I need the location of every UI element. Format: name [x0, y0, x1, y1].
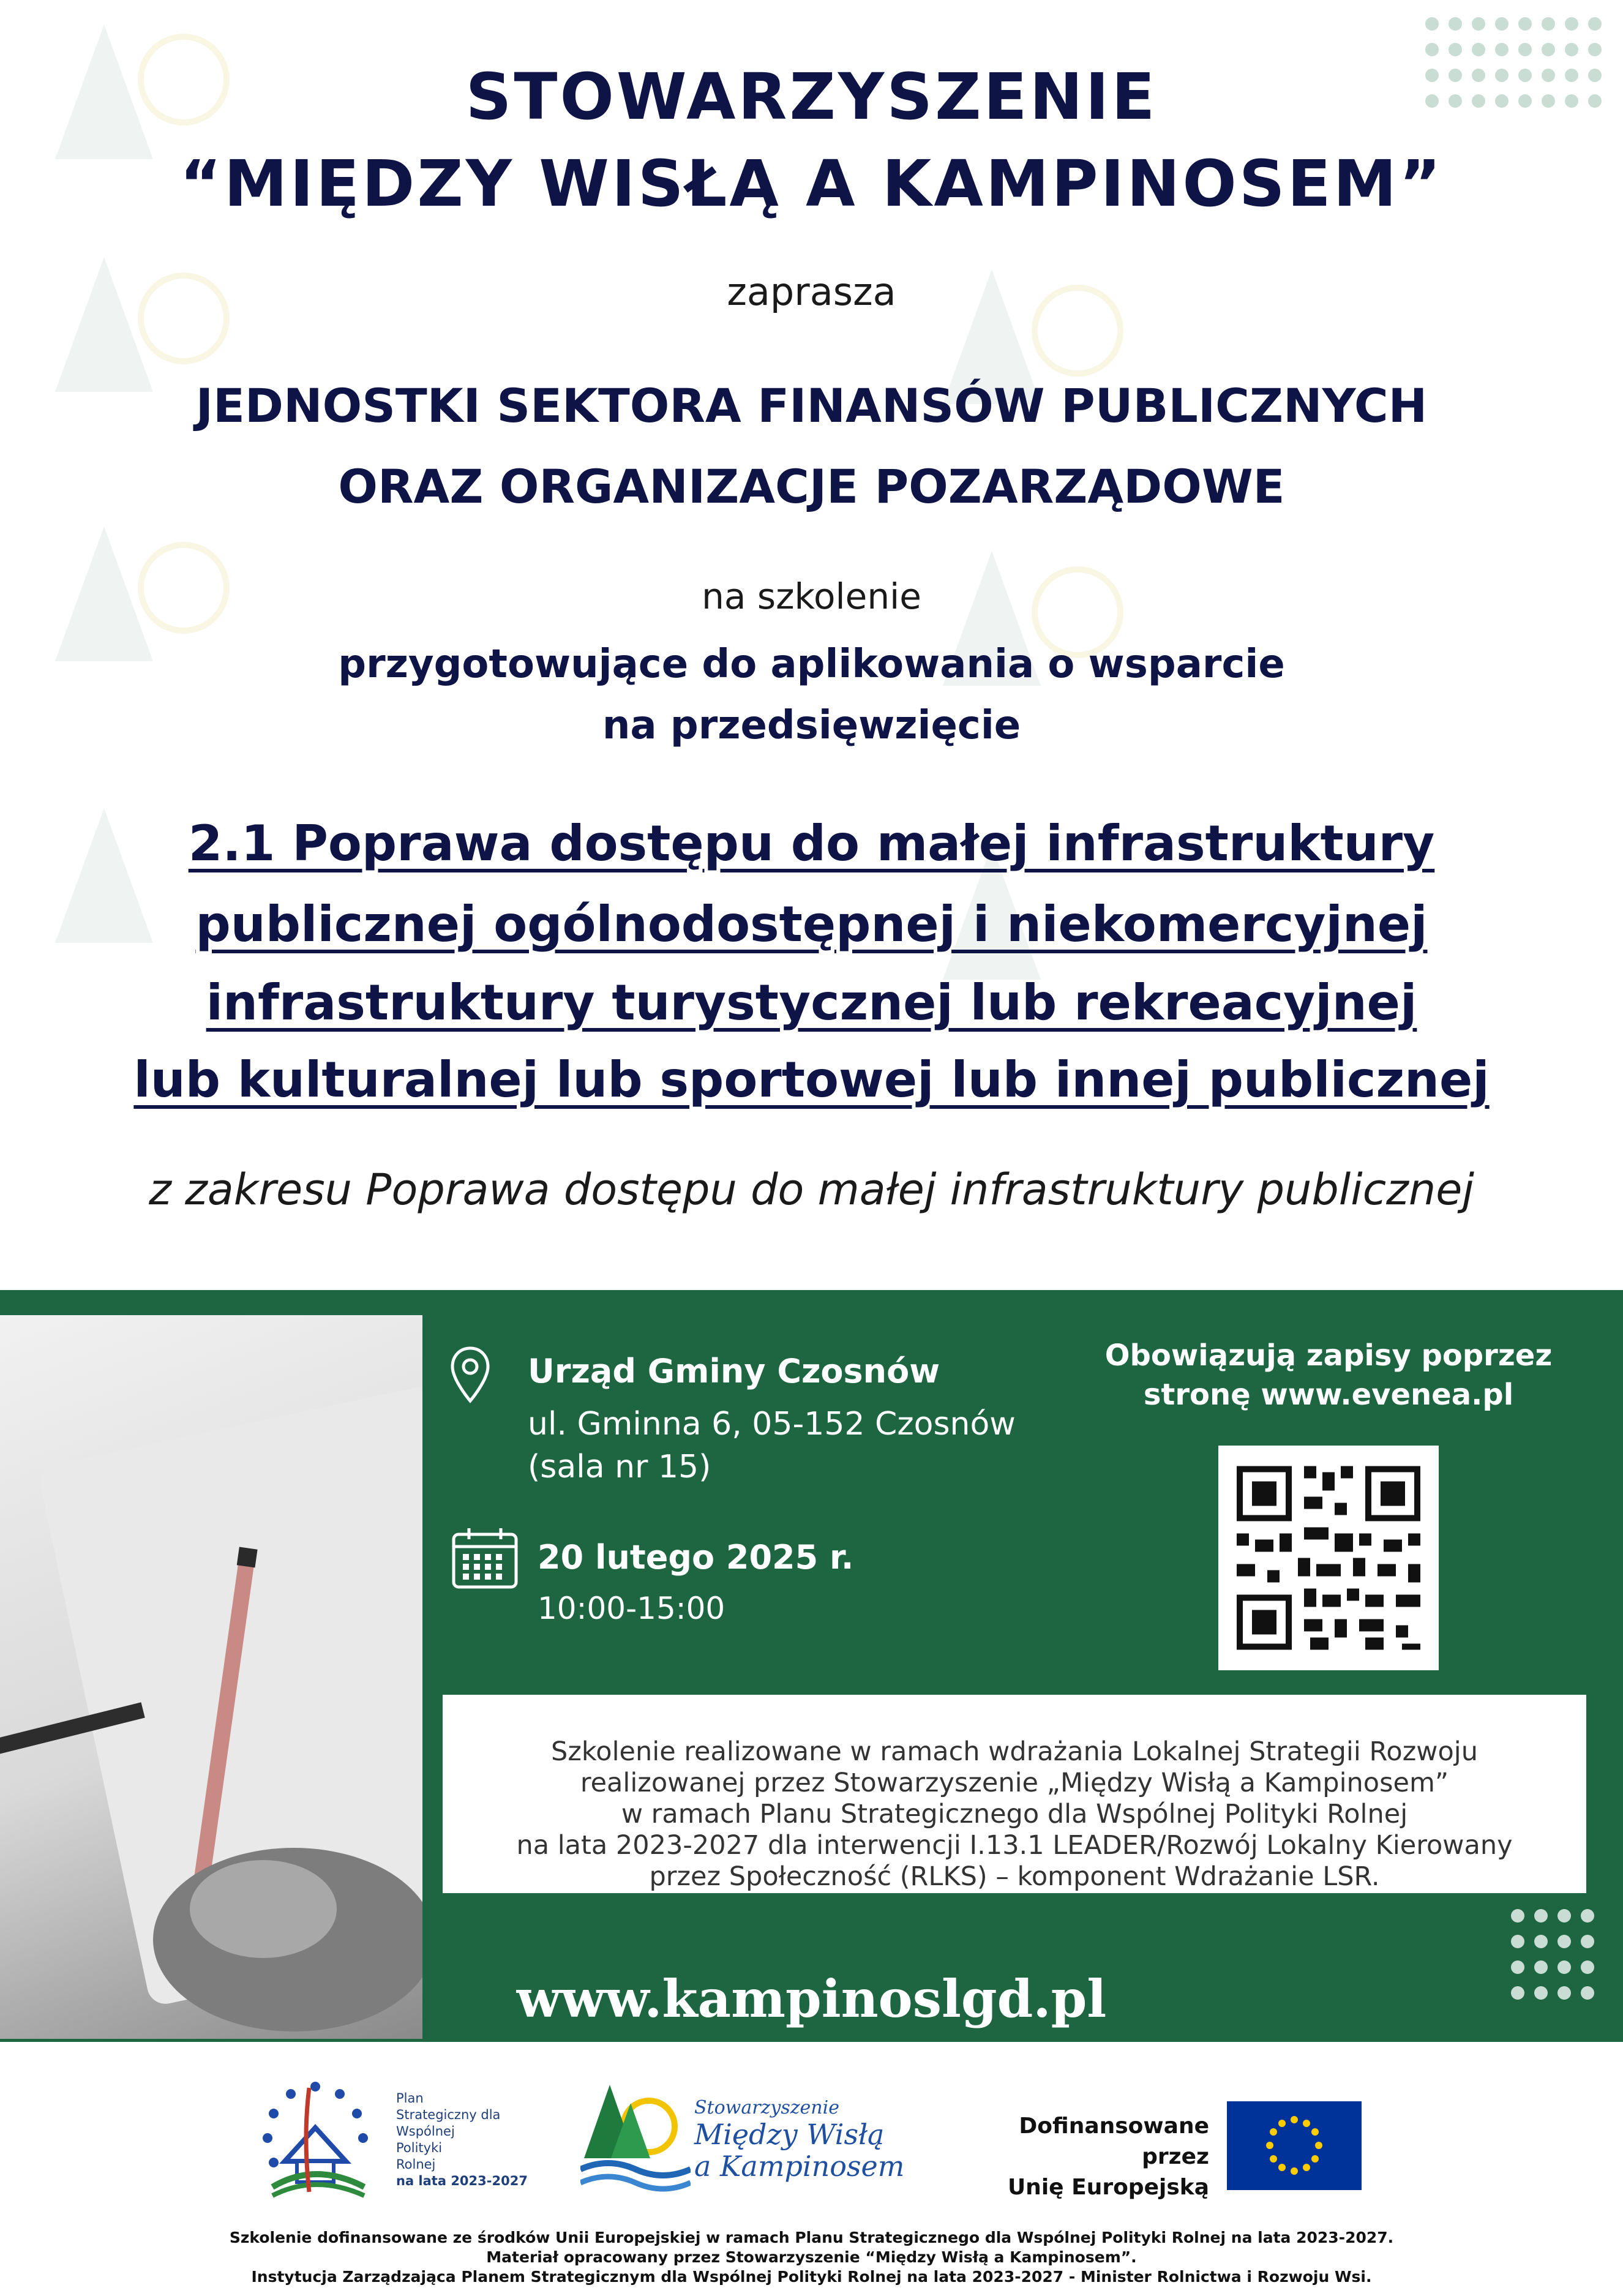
training-intro: na szkolenie	[702, 576, 921, 617]
assoc-line3: a Kampinosem	[694, 2150, 905, 2183]
training-purpose-line2: na przedsięwzięcie	[602, 703, 1021, 748]
registration-qr-code[interactable]	[1218, 1446, 1439, 1670]
tree-sun-river-icon	[580, 2079, 691, 2201]
info-line2: realizowanej przez Stowarzyszenie „Między Wisłą a Kampinosem”	[580, 1768, 1449, 1798]
location-name: Urząd Gminy Czosnów	[528, 1352, 940, 1390]
info-line1: Szkolenie realizowane w ramach wdrażania Lokalnej Strategii Rozwoju	[551, 1736, 1478, 1767]
action-title-line1: 2.1 Poprawa dostępu do małej infrastruktury	[188, 815, 1435, 872]
action-title-line4: lub kulturalnej lub sportowej lub innej publicznej	[133, 1051, 1490, 1108]
action-title-line2: publicznej ogólnodostępnej i niekomercyjnej	[195, 896, 1428, 953]
ps-line4: Polityki	[396, 2140, 443, 2155]
assoc-line2: Między Wisłą	[694, 2118, 885, 2151]
location-room: (sala nr 15)	[528, 1449, 711, 1485]
ps-line1: Plan	[396, 2091, 424, 2106]
footer-line3: Instytucja Zarządzająca Planem Strategicznym dla Wspólnej Polityki Rolnej na lata 2023-2027 - Minister Rolnictwa i Rozwoju Wsi.	[251, 2268, 1372, 2286]
training-purpose-line1: przygotowujące do aplikowania o wsparcie	[338, 642, 1285, 687]
registration-line1: Obowiązują zapisy poprzez	[1104, 1338, 1553, 1373]
plan-strategiczny-logo	[248, 2069, 530, 2204]
registration-line2: stronę www.evenea.pl	[1143, 1378, 1514, 1412]
eu-flag	[1227, 2101, 1362, 2190]
funding-info-box	[443, 1695, 1586, 1893]
scope-text: z zakresu Poprawa dostępu do małej infrastruktury publicznej	[149, 1165, 1474, 1215]
calendar-icon	[451, 1526, 519, 1589]
organization-title-line1: STOWARZYSZENIE	[465, 59, 1158, 134]
location-pin-icon	[449, 1345, 492, 1406]
footer-line1: Szkolenie dofinansowane ze środków Unii Europejskiej w ramach Planu Strategicznego dla Wspólnej Polityki Rolnej na lata 2023-2027.	[229, 2229, 1394, 2246]
qr-code-icon	[1218, 1446, 1439, 1670]
ps-line2: Strategiczny dla	[396, 2107, 501, 2122]
ps-line5: Rolnej	[396, 2157, 436, 2172]
eu-funding-text	[946, 2111, 1209, 2203]
eu-line1: Dofinansowane przez	[1019, 2114, 1209, 2169]
event-date: 20 lutego 2025 r.	[538, 1538, 854, 1577]
audience-line1: JEDNOSTKI SEKTORA FINANSÓW PUBLICZNYCH	[195, 378, 1428, 433]
eu-line2: Unię Europejską	[1007, 2175, 1209, 2200]
info-line4: na lata 2023-2027 dla interwencji I.13.1 LEADER/Rozwój Lokalny Kierowany	[516, 1830, 1513, 1861]
eu-stars-house-icon	[248, 2069, 383, 2204]
organization-title-line2: “MIĘDZY WISŁĄ A KAMPINOSEM”	[179, 146, 1444, 221]
ps-line3: Wspólnej	[396, 2124, 455, 2139]
pencil-hand-illustration	[0, 1315, 422, 2039]
action-title-line3: infrastruktury turystycznej lub rekreacyjnej	[206, 974, 1417, 1031]
photo-hand-writing	[0, 1315, 422, 2039]
website-link[interactable]: www.kampinoslgd.pl	[516, 1968, 1107, 2029]
audience-line2: ORAZ ORGANIZACJE POZARZĄDOWE	[338, 459, 1285, 514]
footer-line2: Materiał opracowany przez Stowarzyszenie “Między Wisłą a Kampinosem”.	[486, 2248, 1137, 2266]
info-line3: w ramach Planu Strategicznego dla Wspólnej Polityki Rolnej	[621, 1799, 1408, 1829]
invites-text: zaprasza	[727, 269, 896, 314]
eu-stars-icon	[1227, 2101, 1362, 2190]
association-logo	[580, 2079, 923, 2201]
location-address: ul. Gminna 6, 05-152 Czosnów	[528, 1406, 1016, 1443]
ps-line6: na lata 2023-2027	[396, 2174, 528, 2188]
event-hours: 10:00-15:00	[538, 1591, 725, 1626]
info-line5: przez Społeczność (RLKS) – komponent Wdrażanie LSR.	[649, 1861, 1380, 1892]
assoc-line1: Stowarzyszenie	[694, 2097, 839, 2118]
